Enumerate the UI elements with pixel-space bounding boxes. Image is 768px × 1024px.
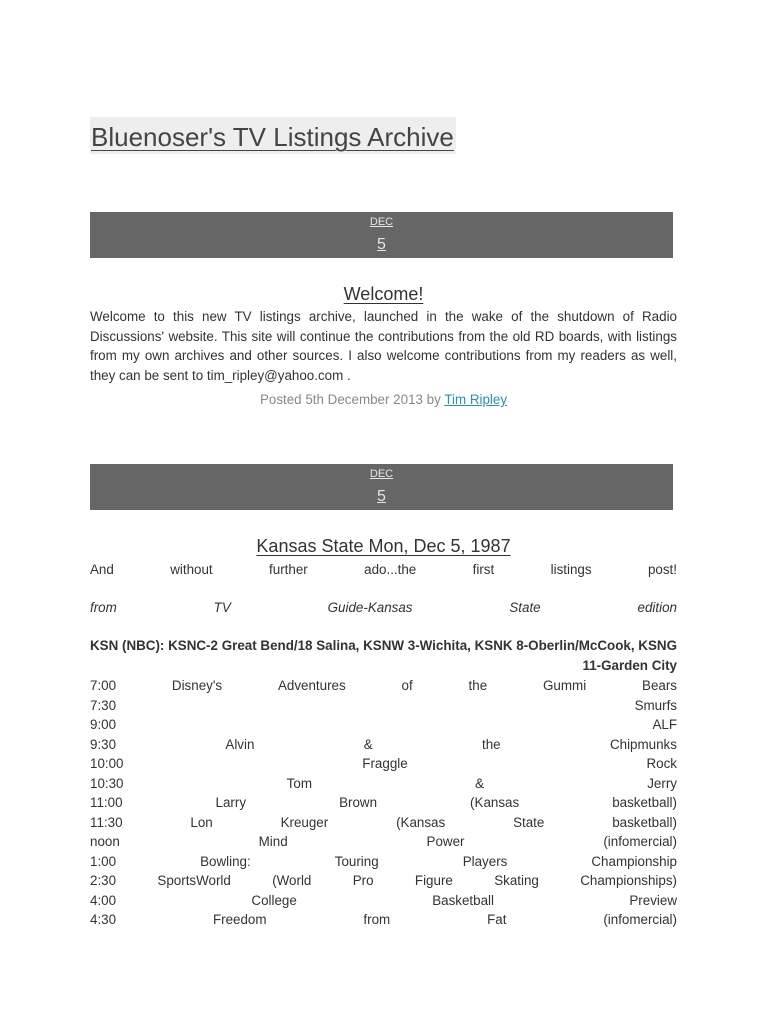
listing-time: 9:30 <box>90 736 117 752</box>
listing-word: (infomercial) <box>603 912 677 927</box>
listing-word: & <box>363 736 373 752</box>
listing-row <box>90 676 677 696</box>
listing-row <box>90 735 677 755</box>
listing-word: Jerry <box>647 775 677 791</box>
listing-word: Fat <box>487 912 507 927</box>
listing-word: Disney's <box>171 678 223 693</box>
source-word: edition <box>637 600 677 615</box>
listing-row <box>90 715 677 735</box>
intro-word: further <box>269 562 308 577</box>
listing-word: Brown <box>339 795 378 810</box>
listing-row <box>90 832 677 852</box>
listing-time: 11:00 <box>90 795 123 810</box>
listing-word: Tom <box>286 775 312 791</box>
listing-time: 10:00 <box>90 756 124 771</box>
listing-word: Figure <box>414 873 453 888</box>
listing-word: (World <box>272 873 312 888</box>
listing-time: noon <box>90 834 120 849</box>
listing-row <box>90 852 677 872</box>
post-date-header <box>90 212 673 258</box>
listing-row <box>90 696 677 716</box>
listing-word: State <box>513 814 545 830</box>
listing-row <box>90 891 677 911</box>
listing-word: Basketball <box>432 892 494 908</box>
listing-row <box>90 871 677 891</box>
posted-date-text: Posted 5th December 2013 by <box>259 392 441 407</box>
listing-row <box>90 813 677 833</box>
listing-row <box>90 754 677 774</box>
post-date-header <box>90 464 673 510</box>
post-date-month[interactable]: DEC <box>369 468 394 480</box>
listing-word: basketball) <box>612 814 677 830</box>
listing-word: Players <box>462 853 508 869</box>
intro-word: And <box>90 562 114 577</box>
listing-word: (Kansas <box>470 795 520 810</box>
listing-word: SportsWorld <box>157 873 231 888</box>
listing-time: 1:00 <box>90 853 117 869</box>
listing-word: basketball) <box>612 795 677 810</box>
source-word: Guide-Kansas <box>327 600 413 615</box>
listing-word: Fraggle <box>362 756 408 771</box>
source-word: from <box>90 600 117 615</box>
listing-word: Mind <box>258 834 288 849</box>
listing-word: of <box>401 678 413 693</box>
listing-word: the <box>482 736 501 752</box>
author-link[interactable]: Tim Ripley <box>444 392 508 407</box>
listing-word: Kreuger <box>280 814 329 830</box>
intro-word: listings <box>550 562 592 577</box>
listing-word: Gummi <box>543 678 587 693</box>
intro-word: ado...the <box>364 562 417 577</box>
listing-time: 9:00 <box>90 717 117 732</box>
post-date-day[interactable]: 5 <box>377 236 386 253</box>
listing-row <box>90 774 677 794</box>
listing-time: 7:00 <box>90 678 117 693</box>
intro-word: first <box>472 562 495 577</box>
listing-word: (infomercial) <box>603 834 677 849</box>
listing-word: Touring <box>334 853 379 869</box>
post-footer <box>90 390 677 410</box>
source-line <box>90 598 677 618</box>
listing-word: Adventures <box>277 678 346 693</box>
listing-word: Skating <box>494 873 539 888</box>
post-title[interactable]: Kansas State Mon, Dec 5, 1987 <box>256 536 511 556</box>
listing-word: (Kansas <box>396 814 446 830</box>
listing-word: Pro <box>352 873 374 888</box>
listing-time: 4:00 <box>90 892 117 908</box>
listing-word: ALF <box>652 717 677 732</box>
intro-line <box>90 560 677 580</box>
listing-time: 11:30 <box>90 814 123 830</box>
listing-word: Bowling: <box>200 853 251 869</box>
listing-word: & <box>475 775 485 791</box>
listing-word: Larry <box>215 795 247 810</box>
listing-word: Lon <box>190 814 213 830</box>
listing-word: Alvin <box>225 736 255 752</box>
listing-word: Preview <box>629 892 677 908</box>
blog-title[interactable]: Bluenoser's TV Listings Archive <box>90 117 456 154</box>
post-body: Welcome to this new TV listings archive, launched in the wake of the shutdown of Radio Discussions' website. This site will continue the contributions from the old RD boards, with listings from my own archives and other sources. I also welcome contributions from my readers as well, they can be sent to tim_ripley@yahoo.com . <box>90 309 677 383</box>
listing-time: 4:30 <box>90 912 117 927</box>
post-title[interactable]: Welcome! <box>343 284 424 304</box>
listing-time: 10:30 <box>90 775 124 791</box>
post-date-day[interactable]: 5 <box>377 488 386 505</box>
listing-word: Freedom <box>212 912 267 927</box>
listing-time: 7:30 <box>90 697 117 713</box>
intro-word: without <box>170 562 213 577</box>
intro-word: post! <box>647 562 677 577</box>
source-word: TV <box>213 600 231 615</box>
listing-word: Championship <box>591 853 677 869</box>
source-word: State <box>509 600 541 615</box>
listing-word: Rock <box>646 756 677 771</box>
listing-row <box>90 793 677 813</box>
listing-word: Bears <box>642 678 677 693</box>
station-header: KSN (NBC): KSNC-2 Great Bend/18 Salina, KSNW 3-Wichita, KSNK 8-Oberlin/McCook, KSNG 11-Garden City <box>90 638 677 673</box>
listing-word: Smurfs <box>634 697 677 713</box>
listing-word: from <box>363 912 391 927</box>
listing-word: College <box>251 892 297 908</box>
post-date-month[interactable]: DEC <box>369 216 394 228</box>
listing-word: the <box>468 678 488 693</box>
listing-word: Power <box>426 834 465 849</box>
listing-word: Championships) <box>580 873 677 888</box>
listing-time: 2:30 <box>90 873 117 888</box>
listing-row <box>90 910 677 930</box>
listing-word: Chipmunks <box>609 736 677 752</box>
